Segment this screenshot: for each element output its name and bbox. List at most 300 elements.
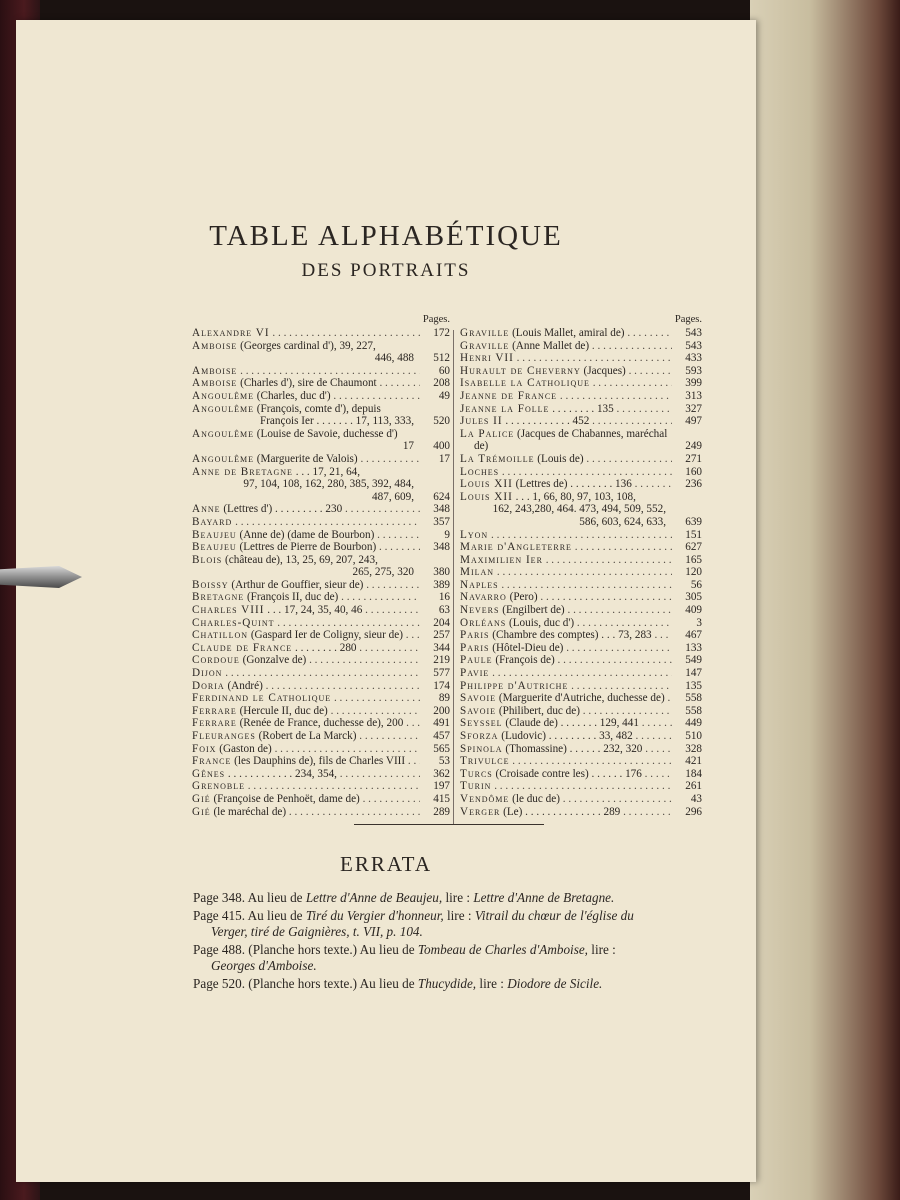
entry-page-number: 296 (685, 805, 702, 818)
index-entry (460, 743, 702, 756)
entry-name: Bayard (192, 515, 233, 528)
errata-correction: Lettre d'Anne de Bretagne. (473, 890, 615, 905)
errata-continuation (193, 958, 713, 975)
entry-page-number: 344 (433, 641, 450, 654)
entry-text (192, 428, 420, 441)
entry-text (192, 654, 420, 667)
entry-detail: (Robert de La Marck) (255, 730, 357, 742)
index-entry (460, 591, 702, 604)
entry-text (192, 743, 420, 756)
entry-text (192, 453, 420, 466)
index-entry (460, 529, 702, 542)
entry-continuation-text: 487, 609, (372, 490, 414, 503)
index-entry (192, 453, 450, 466)
entry-text (192, 768, 420, 781)
entry-page-number: 200 (433, 704, 450, 717)
entry-page-number: 147 (685, 667, 702, 680)
entry-text (192, 780, 420, 793)
errata-lead: Page 520. (Planche hors texte.) Au lieu de (193, 975, 418, 991)
entry-text (460, 377, 672, 390)
entry-name: Loches (460, 465, 500, 478)
entry-text (460, 654, 672, 667)
entry-page-number: 208 (433, 377, 450, 390)
entry-name: Amboise (192, 364, 238, 377)
entry-detail: (Anne de) (dame de Bourbon) (236, 528, 375, 541)
entry-detail: (Renée de France, duchesse de), 200 (236, 717, 404, 730)
book-page-edges (750, 0, 900, 1200)
entry-page-number: 3 (696, 616, 702, 629)
entry-detail: (le maréchal de) (210, 805, 287, 818)
entry-detail: (François II, duc de) (244, 591, 339, 604)
index-entry (460, 780, 702, 793)
entry-page-number: 627 (685, 541, 702, 554)
entry-name: Paule (460, 654, 493, 667)
entry-detail: (Jacques) (580, 364, 626, 377)
entry-text (460, 793, 672, 806)
entry-detail: (Louis de) (534, 452, 584, 465)
entry-detail: (André) (224, 679, 263, 692)
entry-page-number: 174 (433, 679, 450, 692)
entry-detail: (Hôtel-Dieu de) (489, 641, 564, 654)
entry-text (192, 692, 420, 705)
entry-detail: (François de) (492, 654, 555, 667)
index-entry (192, 629, 450, 642)
index-list-left (192, 327, 450, 818)
entry-detail: (château de), 13, 25, 69, 207, 243, (222, 553, 378, 566)
entry-text (460, 692, 672, 705)
entry-detail: (Chambre des comptes) . . . 73, 283 (489, 629, 652, 642)
entry-name: Louis XII (460, 490, 513, 503)
entry-continuation-text: 265, 275, 320 (352, 566, 414, 579)
entry-name: Angoulême (192, 389, 254, 402)
entry-text (460, 780, 672, 793)
entry-text (460, 478, 672, 491)
entry-name: Foix (192, 742, 217, 755)
entry-text (192, 667, 420, 680)
entry-text (460, 680, 672, 693)
entry-name: Claude de France (192, 641, 293, 654)
entry-page-number: 565 (433, 742, 450, 755)
entry-name: Amboise (192, 339, 238, 352)
index-entry (460, 667, 702, 680)
errata-original: Lettre d'Anne de Beaujeu, (305, 890, 443, 905)
entry-page-number: 60 (438, 364, 450, 377)
entry-name: Blois (192, 553, 223, 566)
entry-detail: (Charles d'), sire de Chaumont (237, 377, 377, 390)
index-entry-continuation (460, 516, 702, 529)
index-entry (192, 591, 450, 604)
entry-text (192, 629, 420, 642)
entry-page-number: 362 (433, 767, 450, 780)
entry-page-number: 577 (433, 667, 450, 680)
entry-detail: . . . . . . . . . . . . 452 (502, 415, 590, 428)
index-entry (460, 617, 702, 630)
entry-detail: (Engilbert de) (499, 604, 565, 617)
entry-text (192, 680, 420, 693)
entry-detail: (Gonzalve de) (239, 654, 307, 667)
entry-name: Maximilien Ier (460, 553, 543, 566)
entry-continuation-text: 586, 603, 624, 633, (579, 515, 666, 528)
entry-text (192, 377, 420, 390)
entry-page-number: 133 (685, 641, 702, 654)
entry-page-number: 558 (685, 692, 702, 705)
entry-page-number: 63 (438, 604, 450, 617)
index-entry (192, 604, 450, 617)
entry-detail: (Gaston de) (216, 742, 272, 755)
entry-text (192, 617, 420, 630)
entry-name: Vendôme (460, 792, 510, 805)
index-entry-continuation (192, 415, 450, 428)
index-entry (192, 377, 450, 390)
entry-page-number: 467 (685, 629, 702, 642)
index-entry (460, 806, 702, 819)
entry-text (460, 755, 672, 768)
entry-page-number: 89 (438, 692, 450, 705)
errata-lire: lire : (476, 975, 508, 991)
entry-detail: . . . 1, 66, 80, 97, 103, 108, (512, 490, 636, 503)
index-entry-continuation (192, 566, 450, 579)
entry-name: Naples (460, 578, 499, 591)
entry-text (460, 591, 672, 604)
entry-name: Cordoue (192, 654, 240, 667)
entry-text (192, 403, 420, 416)
index-column-right (460, 314, 702, 818)
errata-item (193, 908, 713, 941)
index-entry (192, 428, 450, 441)
entry-text (192, 591, 420, 604)
index-entry-continuation (192, 491, 450, 504)
entry-name: Anne (192, 503, 221, 516)
entry-name: Paris (460, 641, 490, 654)
entry-text (192, 503, 420, 516)
index-entry (192, 780, 450, 793)
entry-page-number: 305 (685, 591, 702, 604)
index-entry (460, 579, 702, 592)
entry-page-number: 409 (685, 604, 702, 617)
entry-name: La Trémoille (460, 452, 535, 465)
entry-text (460, 352, 672, 365)
entry-name: Savoie (460, 692, 497, 705)
entry-detail: . . . 17, 21, 64, (292, 465, 361, 478)
index-entry-continuation (460, 440, 702, 453)
book-page (16, 20, 756, 1182)
entry-text (460, 604, 672, 617)
entry-detail: (les Dauphins de), fils de Charles VIII (231, 755, 406, 768)
entry-name: Philippe d'Autriche (460, 679, 569, 692)
entry-text (460, 365, 672, 378)
errata-correction: Diodore de Sicile. (507, 975, 603, 991)
entry-name: Savoie (460, 704, 497, 717)
entry-name: Boissy (192, 578, 229, 591)
entry-page-number (420, 478, 450, 491)
index-entry (460, 554, 702, 567)
entry-name: Lyon (460, 528, 489, 541)
index-entry (460, 654, 702, 667)
entry-name: Spinola (460, 742, 503, 755)
entry-text (460, 390, 672, 403)
entry-text (460, 327, 672, 340)
entry-name: Charles VIII (192, 604, 265, 617)
index-entry-continuation (192, 478, 450, 491)
index-entry (192, 340, 450, 353)
entry-text (460, 617, 672, 630)
entry-name: Ferrare (192, 704, 237, 717)
index-entry (460, 680, 702, 693)
entry-name: Turcs (460, 767, 493, 780)
entry-page-number: 624 (433, 490, 450, 503)
entry-page-number: 348 (433, 541, 450, 554)
page-subtitle: DES PORTRAITS (301, 260, 471, 281)
entry-page-number: 520 (433, 415, 450, 428)
entry-name: Angoulême (192, 402, 254, 415)
entry-name: Trivulce (460, 755, 510, 768)
entry-page-number: 257 (433, 629, 450, 642)
index-entry (460, 327, 702, 340)
index-entry (192, 390, 450, 403)
entry-text (192, 717, 420, 730)
entry-name: Anne de Bretagne (192, 465, 293, 478)
entry-text (460, 730, 672, 743)
index-entry (192, 617, 450, 630)
entry-page-number: 204 (433, 616, 450, 629)
entry-page-number: 510 (685, 730, 702, 742)
index-entry (192, 667, 450, 680)
entry-text (460, 768, 672, 781)
entry-page-number: 433 (685, 352, 702, 365)
index-entry (192, 793, 450, 806)
index-entry (192, 403, 450, 416)
index-entry (192, 755, 450, 768)
entry-text (460, 629, 672, 642)
errata-item (193, 976, 713, 993)
section-rule (354, 824, 544, 825)
errata-continuation (193, 924, 713, 941)
entry-page-number: 53 (438, 755, 450, 768)
entry-detail: (Ludovic) . . . . . . . . . 33, 482 (498, 730, 633, 742)
index-entry (192, 717, 450, 730)
entry-text (460, 743, 672, 756)
index-entry (192, 654, 450, 667)
entry-page-number: 249 (685, 440, 702, 453)
index-entry (192, 730, 450, 743)
index-entry (460, 415, 702, 428)
entry-page-number: 135 (685, 679, 702, 692)
entry-detail: (Marguerite de Valois) (253, 452, 358, 465)
entry-text (192, 340, 420, 353)
entry-text (460, 717, 672, 730)
index-entry (192, 503, 450, 516)
entry-page-number: 399 (685, 377, 702, 390)
entry-text (460, 705, 672, 718)
index-entry-continuation (192, 352, 450, 365)
index-entry (460, 365, 702, 378)
entry-page-number: 17 (438, 452, 450, 465)
index-entry (460, 340, 702, 353)
entry-name: Bretagne (192, 591, 245, 604)
entry-name: Charles-Quint (192, 616, 275, 629)
entry-text (192, 365, 420, 378)
index-entry (192, 541, 450, 554)
entry-detail: (Lettres d') . . . . . . . . . 230 (220, 503, 343, 516)
entry-name: Amboise (192, 377, 238, 390)
entry-text (192, 529, 420, 542)
index-entry (460, 717, 702, 730)
entry-page-number: 160 (685, 465, 702, 478)
entry-name: Dijon (192, 667, 223, 680)
entry-detail: (Hercule II, duc de) (236, 704, 328, 717)
index-entry (192, 642, 450, 655)
entry-page-number: 219 (433, 654, 450, 667)
entry-text (460, 403, 672, 416)
entry-name: Paris (460, 629, 490, 642)
index-entry (192, 327, 450, 340)
entry-text (192, 642, 420, 655)
index-entry (192, 516, 450, 529)
errata-lead: Page 488. (Planche hors texte.) Au lieu de (193, 941, 418, 957)
index-entry (460, 705, 702, 718)
entry-detail: (Anne Mallet de) (509, 339, 590, 352)
entry-continuation-text: François Ier . . . . . . . 17, 113, 333, (259, 415, 414, 428)
entry-page-number: 261 (685, 780, 702, 793)
entry-page-number: 165 (685, 553, 702, 566)
entry-detail: (Jacques de Chabannes, maréchal (514, 427, 668, 440)
entry-text (192, 705, 420, 718)
index-entry (192, 529, 450, 542)
entry-name: Fleuranges (192, 730, 256, 742)
entry-name: Alexandre VI (192, 327, 270, 339)
entry-name: France (192, 755, 232, 768)
entry-text (192, 793, 420, 806)
entry-page-number: 327 (685, 402, 702, 415)
entry-page-number: 43 (690, 792, 702, 805)
entry-name: Marie d'Angleterre (460, 541, 572, 554)
entry-name: Ferdinand le Catholique (192, 692, 332, 705)
entry-name: Beaujeu (192, 541, 237, 554)
entry-detail: (Thomassine) . . . . . . 232, 320 (502, 742, 643, 755)
index-entry (192, 680, 450, 693)
entry-text (192, 466, 420, 479)
index-entry (460, 730, 702, 743)
index-entry (460, 352, 702, 365)
entry-detail: (François, comte d'), depuis (253, 402, 381, 415)
index-entry (192, 579, 450, 592)
entry-text (460, 806, 672, 819)
entry-page-number: 449 (685, 717, 702, 730)
entry-text (460, 554, 672, 567)
index-entry-continuation (460, 503, 702, 516)
index-entry (460, 377, 702, 390)
index-entry (460, 692, 702, 705)
entry-name: Angoulême (192, 452, 254, 465)
entry-page-number: 56 (690, 578, 702, 591)
entry-name: Gié (192, 805, 211, 818)
entry-detail: (Louis Mallet, amiral de) (509, 327, 625, 339)
entry-name: Isabelle la Catholique (460, 377, 590, 390)
entry-continuation-text: de) (474, 440, 489, 453)
entry-text (460, 642, 672, 655)
column-divider (453, 330, 454, 824)
entry-text (460, 415, 672, 428)
entry-text (460, 491, 672, 504)
entry-text (192, 579, 420, 592)
entry-detail: (Gaspard Ier de Coligny, sieur de) (248, 629, 403, 642)
entry-text (192, 541, 420, 554)
errata-list (193, 890, 713, 993)
entry-name: Grenoble (192, 780, 245, 793)
entry-detail: (Arthur de Gouffier, sieur de) (228, 578, 364, 591)
entry-text (192, 390, 420, 403)
entry-detail: (Pero) (506, 591, 538, 604)
entry-name: Nevers (460, 604, 500, 617)
entry-page-number: 120 (685, 566, 702, 579)
errata-lead: Page 415. Au lieu de (193, 907, 306, 923)
entry-page-number: 172 (433, 327, 450, 339)
errata-correction-cont: Georges d'Amboise. (211, 958, 317, 973)
index-entry (460, 491, 702, 504)
entry-text (460, 428, 672, 441)
entry-text (460, 453, 672, 466)
entry-page-number: 639 (685, 515, 702, 528)
index-entry (460, 793, 702, 806)
entry-page-number: 236 (685, 478, 702, 491)
entry-name: Seyssel (460, 717, 503, 730)
entry-name: Ferrare (192, 717, 237, 730)
pages-column-header: Pages. (422, 314, 450, 325)
entry-page-number: 16 (438, 591, 450, 604)
entry-page-number: 400 (433, 440, 450, 453)
index-entry-continuation (192, 440, 450, 453)
errata-lire: lire : (442, 890, 474, 905)
entry-name: Chatillon (192, 629, 249, 642)
entry-name: Verger (460, 805, 501, 818)
entry-text (192, 755, 420, 768)
entry-detail: . . . . . . . . 135 (549, 402, 614, 415)
entry-text (460, 566, 672, 579)
entry-name: Angoulême (192, 427, 254, 440)
entry-page-number: 184 (685, 767, 702, 780)
index-entry (192, 806, 450, 819)
index-entry (460, 566, 702, 579)
entry-detail: (Lettres de Pierre de Bourbon) (236, 541, 377, 554)
entry-text (460, 541, 672, 554)
entry-page-number: 415 (433, 792, 450, 805)
index-entry (460, 755, 702, 768)
entry-name: Jeanne la Folle (460, 402, 550, 415)
index-entry (460, 453, 702, 466)
index-entry (192, 365, 450, 378)
entry-page-number: 543 (685, 327, 702, 339)
entry-page-number: 512 (433, 352, 450, 365)
errata-lead: Page 348. Au lieu de (193, 890, 306, 905)
entry-name: Navarro (460, 591, 507, 604)
entry-name: Beaujeu (192, 528, 237, 541)
index-entry (460, 478, 702, 491)
entry-continuation-text: 97, 104, 108, 162, 280, 385, 392, 484, (243, 478, 414, 491)
entry-text (460, 529, 672, 542)
index-column-left (192, 314, 450, 818)
index-entry (192, 768, 450, 781)
errata-lire: lire : (443, 907, 475, 923)
entry-page-number: 421 (685, 755, 702, 768)
entry-name: Milan (460, 566, 495, 579)
errata-original: Tiré du Vergier d'honneur, (305, 907, 444, 923)
index-entry (460, 629, 702, 642)
index-list-right (460, 327, 702, 818)
entry-page-number: 9 (444, 528, 450, 541)
index-entry (460, 768, 702, 781)
entry-text (192, 554, 420, 567)
entry-page-number: 313 (685, 389, 702, 402)
